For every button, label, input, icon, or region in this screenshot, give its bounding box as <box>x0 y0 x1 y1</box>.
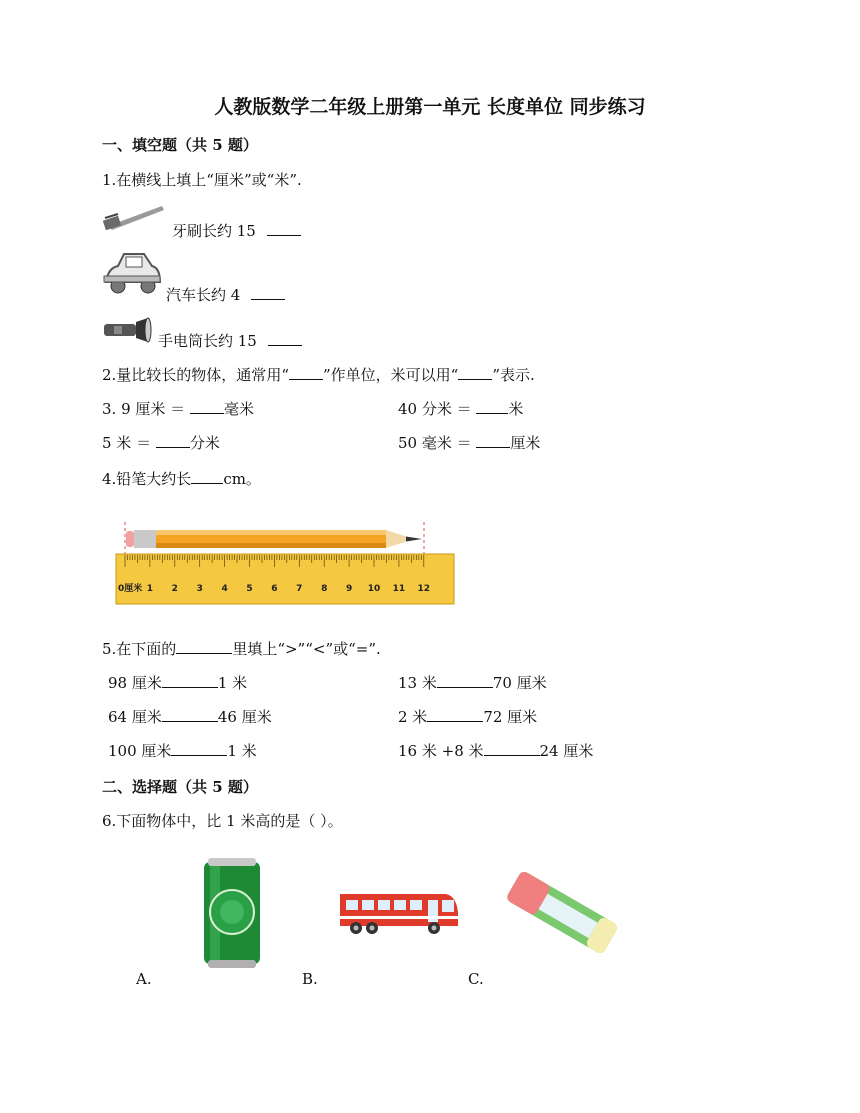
q5-row2-left <box>108 706 272 727</box>
car-unit-blank[interactable] <box>251 285 285 300</box>
question-6-stem: 6.下面物体中，比 1 米高的是（ ）。 <box>102 812 343 830</box>
ruler-tick-label: 5 <box>246 584 253 594</box>
q5-row3-right <box>398 740 593 761</box>
toothbrush-text: 牙刷长约 15 <box>172 222 256 240</box>
q3-r2-blank[interactable] <box>476 433 510 448</box>
option-c[interactable]: C. <box>468 970 484 988</box>
ruler-tick-label: 12 <box>417 584 431 594</box>
q2-blank-2[interactable] <box>458 365 492 380</box>
q5-stem-b: 里填上“>”“<”或“=”. <box>232 640 381 658</box>
q5-stem-a: 5.在下面的 <box>102 640 177 658</box>
q3-r2-text: 50 毫米 ＝ <box>398 434 477 452</box>
option-a[interactable]: A. <box>136 970 152 988</box>
q5-row1-right <box>398 672 547 693</box>
q5-row2-right <box>398 706 537 727</box>
pencil-ruler-image <box>114 518 458 608</box>
q3-row1-left <box>102 398 254 419</box>
ruler-tick-label: 4 <box>221 584 228 594</box>
flashlight-text: 手电筒长约 15 <box>158 332 257 350</box>
q5-r1-b: 70 厘米 <box>492 674 547 692</box>
question-5-stem <box>102 638 381 659</box>
q3-r1-blank[interactable] <box>476 399 508 414</box>
q2-text-a: 2.量比较长的物体，通常用“ <box>102 366 289 384</box>
q5-r2-blank[interactable] <box>427 707 483 722</box>
ruler-tick-label: 1 <box>146 584 154 594</box>
ruler-tick-label: 3 <box>196 584 203 594</box>
ruler-unit-label: 0厘米 <box>118 584 143 594</box>
ruler-tick-label: 10 <box>367 584 381 594</box>
flashlight-unit-blank[interactable] <box>268 331 302 346</box>
q5-l2-b: 46 厘米 <box>217 708 272 726</box>
car-image <box>100 248 164 298</box>
q3-r2-unit: 厘米 <box>510 434 541 452</box>
toothbrush-unit-blank[interactable] <box>267 221 301 236</box>
question-4 <box>102 468 261 489</box>
q5-row3-left <box>108 740 257 761</box>
q5-r1-blank[interactable] <box>437 673 493 688</box>
q5-row1-left <box>108 672 247 693</box>
toothbrush-length <box>172 220 301 241</box>
q2-text-c: ”表示. <box>492 366 535 384</box>
q4-blank[interactable] <box>191 469 223 484</box>
page-title: 人教版数学二年级上册第一单元 长度单位 同步练习 <box>214 96 646 118</box>
ruler-tick-label: 2 <box>171 584 178 594</box>
ruler-tick-label: 6 <box>271 584 278 594</box>
q3-l2-text: 5 米 ＝ <box>102 434 156 452</box>
q3-l2-unit: 分米 <box>189 434 220 452</box>
q5-l3-b: 1 米 <box>227 742 257 760</box>
q5-l1-b: 1 米 <box>217 674 248 692</box>
car-length <box>166 284 285 305</box>
q4-text-a: 4.铅笔大约长 <box>102 470 192 488</box>
flashlight-image <box>102 316 154 346</box>
q5-r1-a: 13 米 <box>398 674 437 692</box>
q5-l3-blank[interactable] <box>171 741 227 756</box>
q3-r1-text: 40 分米 ＝ <box>398 400 477 418</box>
q2-text-b: ”作单位，米可以用“ <box>322 366 459 384</box>
q5-l2-a: 64 厘米 <box>108 708 162 726</box>
q3-row1-right <box>398 398 523 419</box>
q2-blank-1[interactable] <box>289 365 323 380</box>
q5-r2-b: 72 厘米 <box>483 708 538 726</box>
q5-r3-a: 16 米 +8 米 <box>398 742 484 760</box>
q3-row2-right <box>398 432 540 453</box>
q3-l2-blank[interactable] <box>156 433 190 448</box>
section-multiple-choice: 二、选择题（共 5 题） <box>102 778 258 796</box>
q3-r1-unit: 米 <box>508 400 524 418</box>
bus-image <box>336 888 460 938</box>
option-b[interactable]: B. <box>302 970 318 988</box>
question-1-stem: 1.在横线上填上“厘米”或“米”. <box>102 171 302 189</box>
flashlight-length <box>158 330 302 351</box>
ruler-tick-label: 7 <box>296 584 303 594</box>
q3-l1-blank[interactable] <box>190 399 224 414</box>
q5-l3-a: 100 厘米 <box>108 742 172 760</box>
q5-l1-a: 98 厘米 <box>108 674 162 692</box>
ruler-tick-label: 9 <box>345 584 353 594</box>
question-2 <box>102 364 535 385</box>
ruler-tick-label: 8 <box>321 584 328 594</box>
q3-row2-left <box>102 432 220 453</box>
section-fill-in: 一、填空题（共 5 题） <box>102 136 258 154</box>
q5-stem-blank <box>176 639 232 654</box>
soda-can-image <box>200 856 264 970</box>
q5-r3-b: 24 厘米 <box>539 742 594 760</box>
eraser-image <box>500 870 626 956</box>
q4-text-b: cm。 <box>223 470 261 488</box>
q5-r2-a: 2 米 <box>398 708 428 726</box>
q5-r3-blank[interactable] <box>484 741 540 756</box>
q3-l1-text: 3. 9 厘米 ＝ <box>102 400 190 418</box>
q5-l2-blank[interactable] <box>162 707 218 722</box>
q5-l1-blank[interactable] <box>162 673 218 688</box>
toothbrush-image <box>100 200 166 234</box>
q3-l1-unit: 毫米 <box>223 400 254 418</box>
car-text: 汽车长约 4 <box>166 286 241 304</box>
ruler-tick-label: 11 <box>392 584 406 594</box>
